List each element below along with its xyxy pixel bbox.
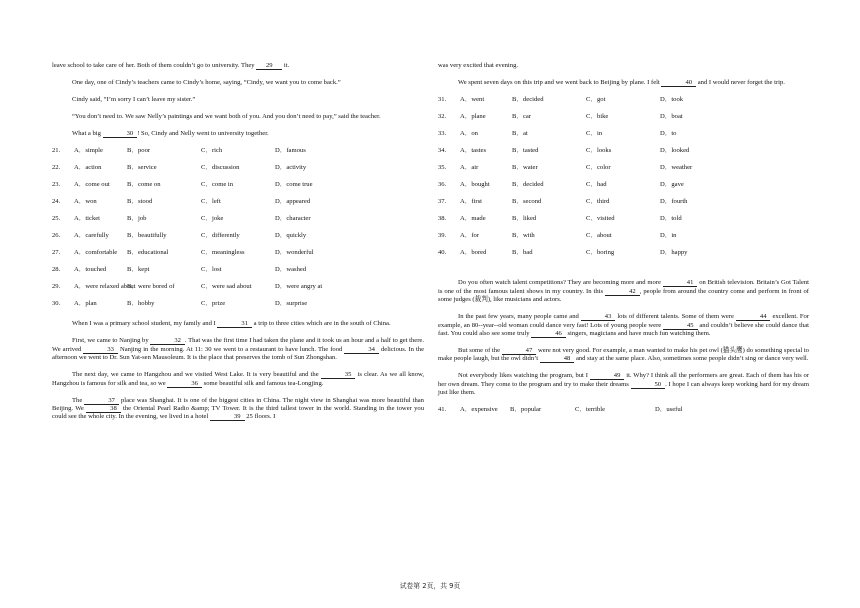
option-a[interactable]: A．touched [74,266,107,273]
question-number: 25. [52,215,61,222]
option-row [438,181,809,189]
question-number: 38. [438,215,447,222]
option-a[interactable]: A．bored [460,249,487,256]
option-row [52,181,424,189]
option-c[interactable]: C．had [586,181,607,188]
option-a[interactable]: A．were relaxed about [74,283,136,290]
blank-47[interactable]: 47 [502,347,537,355]
option-row [52,164,424,172]
paragraph: But some of the 47 were not very good. For example, a man wanted to make his pet owl (猫头鹰) do something special to make people laugh, but the owl didn’t 48 and stay at the same place. Also, sometimes some people didn’t sing or dance very well. [438,347,809,363]
option-b[interactable]: B．tasted [512,147,539,154]
blank-30[interactable]: 30 [103,130,138,138]
question-number: 28. [52,266,61,273]
paragraph: We spent seven days on this trip and we went back to Beijing by plane. I felt 40 and I would never forget the trip. [458,79,785,86]
option-row [52,300,424,308]
option-c[interactable]: C．looks [586,147,612,154]
option-c[interactable]: C．color [586,164,611,171]
option-c[interactable]: C．lost [201,266,222,273]
blank-50[interactable]: 50 [631,381,666,389]
question-number: 31. [438,96,447,103]
question-number: 33. [438,130,447,137]
question-number: 39. [438,232,447,239]
blank-36[interactable]: 36 [167,380,202,388]
option-d[interactable]: D．come true [275,181,313,188]
options-list [52,147,424,308]
paragraph: Cindy said, “I’m sorry I can’t leave my sister.” [72,96,196,103]
blank-48[interactable]: 48 [540,355,575,363]
option-c[interactable]: C．bike [586,113,609,120]
option-c[interactable]: C．discussion [201,164,240,171]
paragraph: One day, one of Cindy’s teachers came to Cindy’s home, saying, “Cindy, we want you to come back.” [72,79,341,86]
option-a[interactable]: A．plan [74,300,97,307]
option-c[interactable]: C．terrible [575,406,606,414]
option-c[interactable]: C．visited [586,215,615,222]
option-b[interactable]: B．beautifully [127,232,167,239]
blank-49[interactable]: 49 [590,372,625,380]
paragraph: When I was a primary school student, my family and I 31 a trip to three cities which are in the south of China. [72,320,391,328]
option-b[interactable]: B．kept [127,266,150,273]
paragraph: was very excited that evening. [438,62,519,69]
option-d[interactable]: D．weather [660,164,693,171]
option-c[interactable]: C．come in [201,181,234,188]
option-row [52,249,424,257]
option-b[interactable]: B．liked [512,215,537,222]
option-d[interactable]: D．were angry at [275,283,323,290]
option-c[interactable]: C．differently [201,232,240,239]
option-b[interactable]: B．decided [512,96,544,103]
option-c[interactable]: C．in [586,130,603,137]
option-a[interactable]: A．simple [74,147,103,154]
option-row [52,147,424,155]
paragraph: First, we came to Nanjing by 32 . That was the first time I had taken the plane and it took us an hour and a half to get there. We arrived 33 Nanjing in the morning. At 11: 30 we went to a restaurant to have lunch. The food 34 delicious. In the afternoon we went to Dr. Sun Yat-sen Mausoleum. It is the place that preserves the tomb of Sun Zhongshan. [52,337,425,362]
option-d[interactable]: D．famous [275,147,306,154]
option-row [52,283,424,291]
question-number: 27. [52,249,61,256]
option-b[interactable]: B．hobby [127,300,155,307]
option-c[interactable]: C．got [586,96,606,103]
option-b[interactable]: B．job [127,215,147,222]
option-b[interactable]: B．popular [510,406,542,414]
option-c[interactable]: C．about [586,232,612,239]
option-c[interactable]: C．left [201,198,221,205]
left-column [52,62,424,430]
question-number: 37. [438,198,447,205]
option-d[interactable]: D．wonderful [275,249,314,256]
option-a[interactable]: A．action [74,164,102,171]
option-row [438,96,809,104]
blank-31[interactable]: 31 [217,320,252,328]
blank-32[interactable]: 32 [150,337,185,345]
option-b[interactable]: B．water [512,164,538,171]
blank-37[interactable]: 37 [84,397,119,405]
option-d[interactable]: D．fourth [660,198,688,205]
option-b[interactable]: B．bad [512,249,533,256]
option-c[interactable]: C．rich [201,147,223,154]
option-c[interactable]: C．prize [201,300,226,307]
option-d[interactable]: D．character [275,215,311,222]
option-row [52,266,424,274]
question-number: 35. [438,164,447,171]
option-d[interactable]: D．appeared [275,198,311,205]
blank-43[interactable]: 43 [581,313,616,321]
option-b[interactable]: B．poor [127,147,151,154]
question-number: 41. [438,406,447,414]
option-row [438,113,809,121]
paragraph: leave school to take care of her. Both of them couldn’t go to university. They 29 it. [52,62,290,69]
question-number: 23. [52,181,61,188]
option-d[interactable]: D．quickly [275,232,307,239]
option-b[interactable]: B．come on [127,181,161,188]
option-d[interactable]: D．gave [660,181,684,188]
option-row [438,147,809,155]
option-b[interactable]: B．were bored of [127,283,175,290]
option-b[interactable]: B．stood [127,198,153,205]
question-number: 34. [438,147,447,154]
option-a[interactable]: A．for [460,232,480,239]
option-d[interactable]: D．in [660,232,677,239]
paragraph: What a big 30 ! So, Cindy and Nelly went to university together. [72,130,269,137]
blank-42[interactable]: 42 [605,288,640,296]
option-a[interactable]: A．carefully [74,232,109,239]
blank-38[interactable]: 38 [86,405,121,413]
option-a[interactable]: A．tastes [460,147,487,154]
question-number: 22. [52,164,61,171]
option-c[interactable]: C．third [586,198,610,205]
option-c[interactable]: C．meaningless [201,249,245,256]
blank-40[interactable]: 40 [661,79,696,87]
option-d[interactable]: D．washed [275,266,307,273]
option-d[interactable]: D．boat [660,113,683,120]
right-column [438,62,809,423]
option-a[interactable]: A．expensive [460,406,498,414]
option-b[interactable]: B．at [512,130,528,137]
option-a[interactable]: A．first [460,198,482,205]
option-b[interactable]: B．second [512,198,542,205]
page-footer: 试卷第 2页，共 9页 [399,582,461,590]
question-number: 29. [52,283,61,290]
option-row [52,232,424,240]
paragraph: In the past few years, many people came and 43 lots of different talents. Some of them were 44 excellent. For example, an 80--year--old woman could dance very fast! Lots of young people were 45 and couldn’t believe she could dance that fast. You could also see some truly 46 singers, magicians and have much fun watching them. [438,313,809,338]
option-b[interactable]: B．car [512,113,532,120]
option-row [438,198,809,206]
blank-35[interactable]: 35 [321,371,356,379]
option-a[interactable]: A．plane [460,113,486,120]
blank-41[interactable]: 41 [663,279,698,287]
option-a[interactable]: A．won [74,198,97,205]
paragraph: Do you often watch talent competitions? They are becoming more and more 41 on British television. Britain’s Got Talent is one of the most famous talent shows in my country. In this 42 , people from around the country come and perform in front of some judges (裁判), like musicians and actors. [438,279,809,304]
option-a[interactable]: A．come out [74,181,110,188]
option-c[interactable]: C．joke [201,215,224,222]
paragraph: The 37 place was Shanghai. It is one of the biggest cities in China. The night view in Shanghai was more beautiful than Beijing. We 38 the Oriental Pearl Radio &amp; TV Tower. It is the third tallest tower in the world. Standing in the tower you could see the whole city. In the evening, we lived in a hotel 39 25 floors. I [52,396,424,421]
option-d[interactable]: D．to [660,130,677,137]
question-number: 30. [52,300,61,307]
blank-46[interactable]: 46 [531,330,566,338]
question-number: 40. [438,249,447,256]
option-d[interactable]: D．happy [660,249,688,256]
option-row [438,406,809,414]
option-c[interactable]: C．were sad about [201,283,252,290]
option-a[interactable]: A．air [460,164,479,171]
option-row [52,198,424,206]
option-row [438,130,809,138]
blank-44[interactable]: 44 [736,313,771,321]
blank-34[interactable]: 34 [344,346,379,354]
option-d[interactable]: D．took [660,96,684,103]
option-b[interactable]: B．with [512,232,535,239]
option-row [438,232,809,240]
option-d[interactable]: D．useful [655,406,683,414]
option-a[interactable]: A．made [460,215,486,222]
option-a[interactable]: A．on [460,130,478,137]
question-number: 36. [438,181,447,188]
option-d[interactable]: D．looked [660,147,690,154]
paragraph: The next day, we came to Hangzhou and we visited West Lake. It is very beautiful and the 35 is clear. As we all know, Hangzhou is famous for silk and tea, so we 36 some beautiful silk and famous tea-Longjing. [52,371,424,387]
question-number: 26. [52,232,61,239]
option-row [438,164,809,172]
paragraph: Not everybody likes watching the program, but I 49 it. Why? I think all the performers are great. Each of them has his or her own dream. They come to the program and try to make their dreams 50 . I hope I can always keep working hard for my dream just like them. [438,372,810,397]
option-row [438,215,809,223]
option-a[interactable]: A．ticket [74,215,101,222]
option-c[interactable]: C．boring [586,249,615,256]
option-a[interactable]: A．comfortable [74,249,118,256]
option-d[interactable]: D．told [660,215,682,222]
option-a[interactable]: A．went [460,96,485,103]
option-row [52,215,424,223]
option-d[interactable]: D．surprise [275,300,308,307]
question-number: 24. [52,198,61,205]
blank-39[interactable]: 39 [210,413,245,421]
blank-45[interactable]: 45 [663,322,698,330]
paragraph: “You don’t need to. We saw Nelly’s paintings and we want both of you. And you don’t need to pay,” said the teacher. [72,113,381,120]
options-list [438,96,809,257]
question-number: 21. [52,147,61,154]
option-a[interactable]: A．bought [460,181,490,188]
option-b[interactable]: B．educational [127,249,169,256]
blank-33[interactable]: 33 [83,346,118,354]
option-b[interactable]: B．service [127,164,157,171]
blank-29[interactable]: 29 [256,62,282,70]
option-d[interactable]: D．activity [275,164,307,171]
option-b[interactable]: B．decided [512,181,544,188]
question-number: 32. [438,113,447,120]
option-row [438,249,809,257]
